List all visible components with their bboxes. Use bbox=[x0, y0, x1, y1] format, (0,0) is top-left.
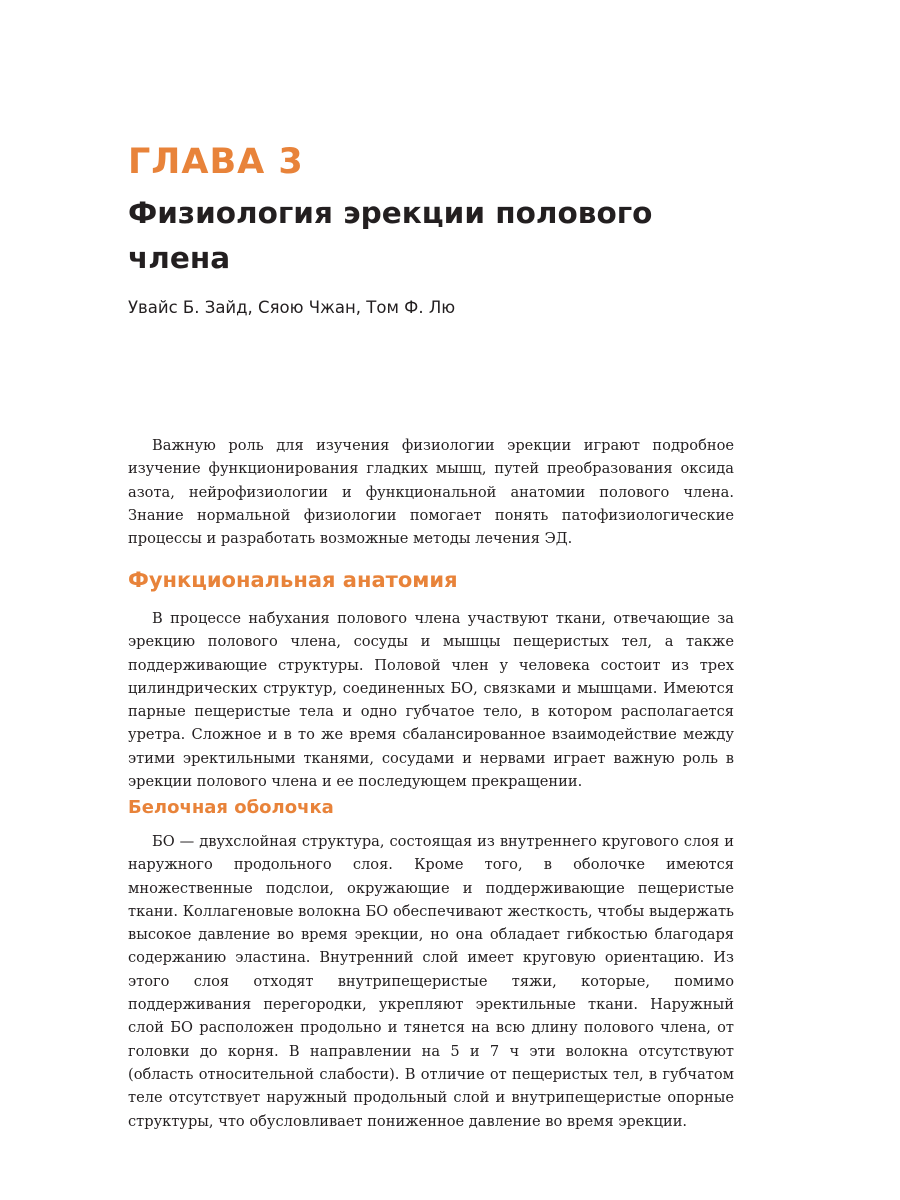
intro-paragraph: Важную роль для изучения физиологии эрекции играют подробное изучение функционирования гладких мышц, путей преобразования оксида азота, нейрофизиологии и функциональной анатомии полового члена. Знание нормальной физиологии помогает понять патофизиологические процессы и разработать возможные методы лечения ЭД. bbox=[128, 437, 734, 548]
section-heading-functional-anatomy: Функциональная анатомия bbox=[128, 568, 458, 592]
section-paragraph-functional-anatomy: В процессе набухания полового члена участвуют ткани, отвечающие за эрекцию полового члена, сосуды и мышцы пещеристых тел, а также поддерживающие структуры. Половой член у человека состоит из трех цилиндрических структур, соединенных БО, связками и мышцами. Имеются парные пещеристые тела и одно губчатое тело, в котором располагается уретра. Сложное и в то же время сбалансированное взаимодействие между этими эректильными тканями, сосудами и нервами играет важную роль в эрекции полового члена и ее последующем прекращении. bbox=[128, 610, 734, 791]
chapter-label: ГЛАВА 3 bbox=[128, 142, 304, 182]
chapter-authors: Увайс Б. Зайд, Сяою Чжан, Том Ф. Лю bbox=[128, 298, 456, 317]
section-paragraph-tunica-albuginea: БО — двухслойная структура, состоящая из внутреннего кругового слоя и наружного продольного слоя. Кроме того, в оболочке имеются множественные подслои, окружающие и поддерживающие пещеристые ткани. Коллагеновые волокна БО обеспечивают жесткость, чтобы выдержать высокое давление во время эрекции, но она обладает гибкостью благодаря содержанию эластина. Внутренний слой имеет круговую ориентацию. Из этого слоя отходят внутрипещеристые тяжи, которые, помимо поддерживания перегородки, укрепляют эректильные ткани. Наружный слой БО расположен продольно и тянется на всю длину полового члена, от головки до корня. В направлении на 5 и 7 ч эти волокна отсутствуют (область относительной слабости). В отличие от пещеристых тел, в губчатом теле отсутствует наружный продольный слой и внутрипещеристые опорные структуры, что обусловливает пониженное давление во время эрекции. bbox=[128, 833, 734, 1130]
section-heading-tunica-albuginea: Белочная оболочка bbox=[128, 797, 334, 818]
chapter-title: Физиология эрекции полового члена bbox=[128, 196, 653, 275]
